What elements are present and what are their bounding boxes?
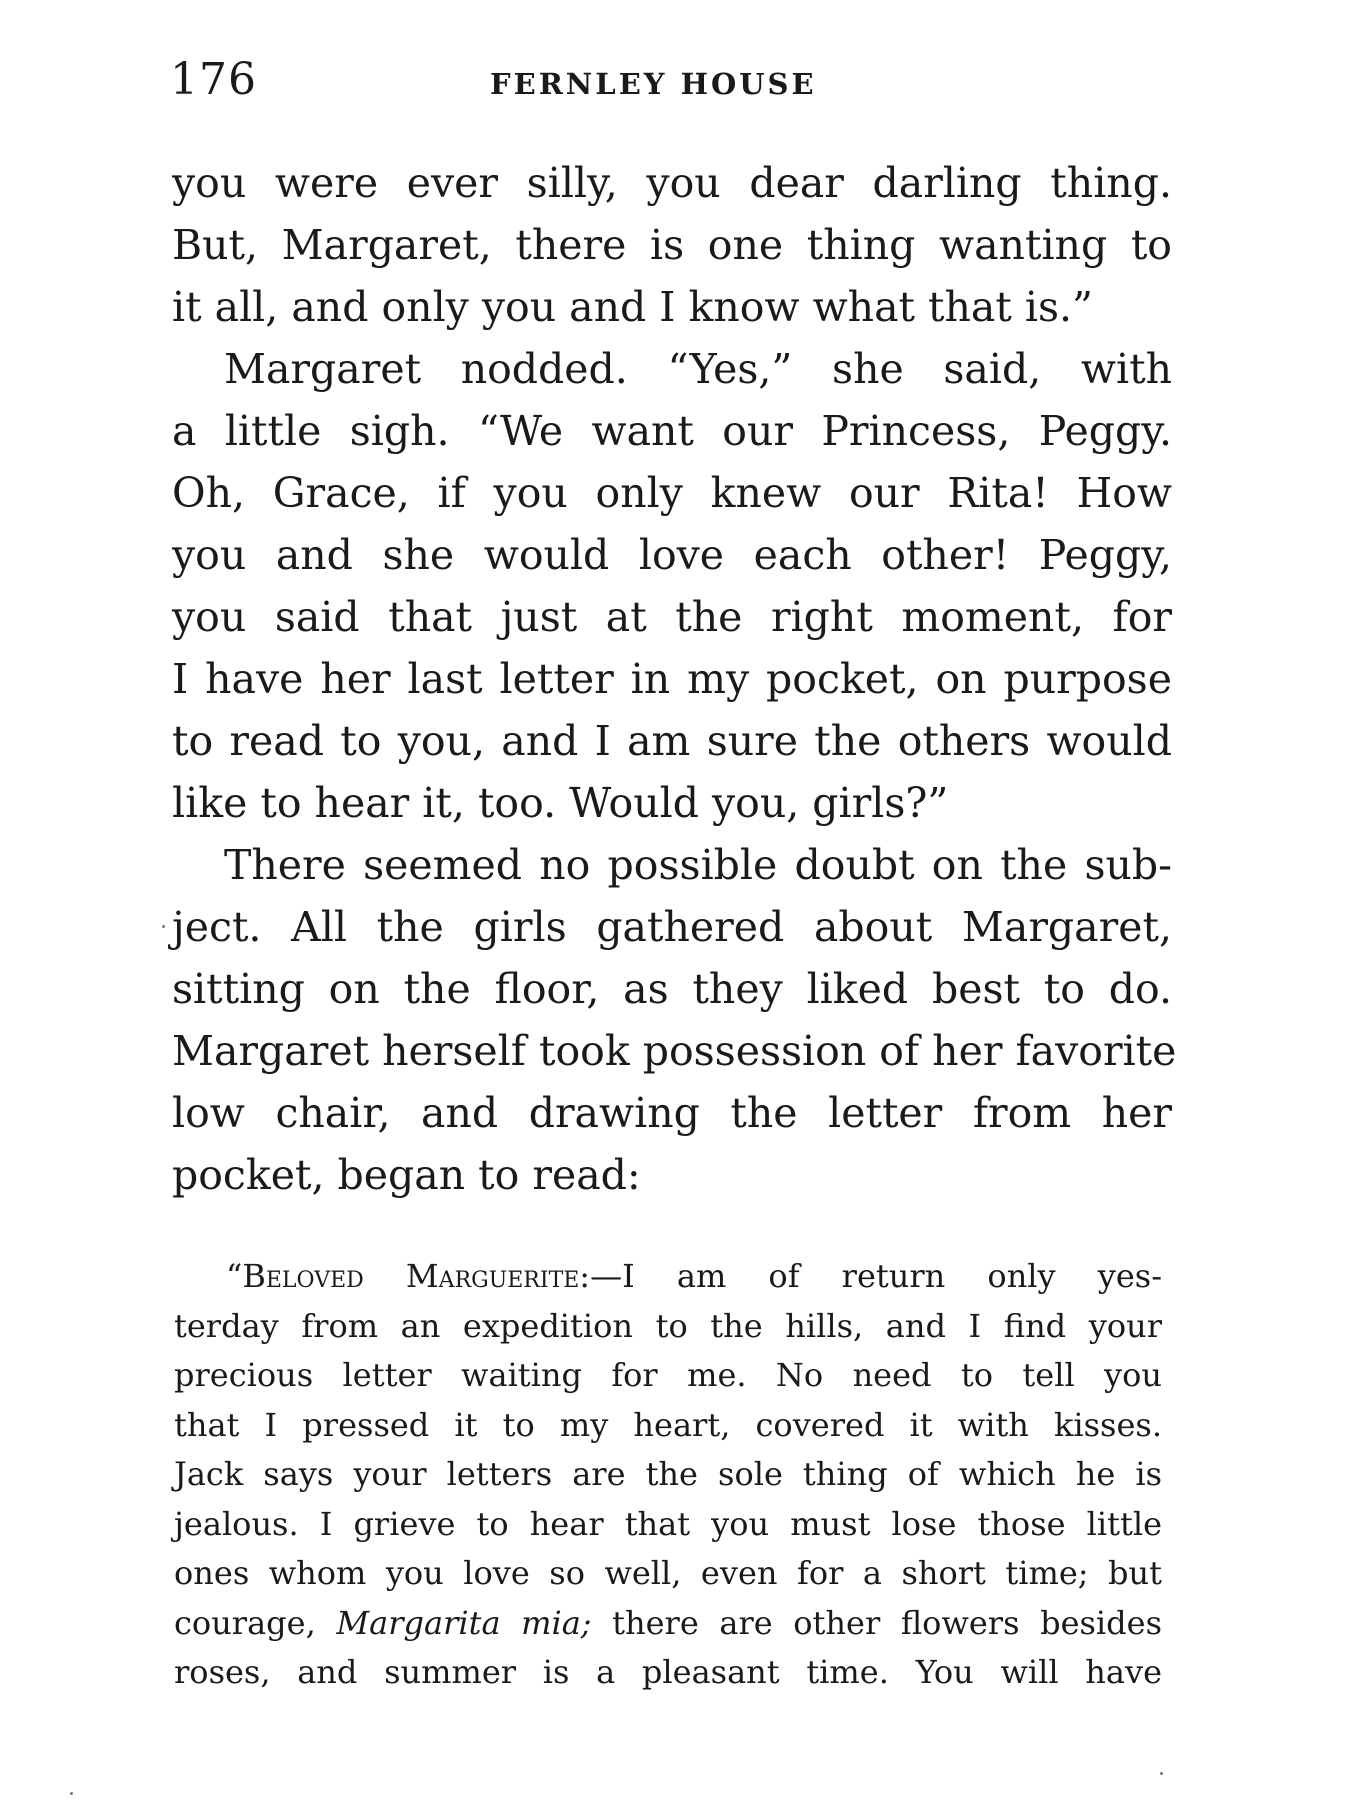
text-line: low chair, and drawing the letter from her <box>172 1089 1172 1137</box>
letter-salutation: “Beloved Marguerite: <box>226 1257 591 1295</box>
text-line: you were ever silly, you dear darling thing. <box>172 159 1172 207</box>
quoted-letter <box>174 1252 1162 1698</box>
running-title: FERNLEY HOUSE <box>490 67 817 101</box>
text-line: you and she would love each other! Peggy, <box>172 531 1172 579</box>
text-line: to read to you, and I am sure the others would <box>172 717 1172 765</box>
text-line: There seemed no possible doubt on the sub- <box>224 841 1172 889</box>
letter-line: precious letter waiting for me. No need to tell you <box>174 1356 1162 1394</box>
text-line: a little sigh. “We want our Princess, Peggy. <box>172 407 1172 455</box>
letter-line: roses, and summer is a pleasant time. You will have <box>174 1653 1162 1691</box>
text-line: it all, and only you and I know what that is.” <box>172 283 1094 331</box>
letter-line: jealous. I grieve to hear that you must lose those little <box>174 1504 1162 1543</box>
letter-line: ones whom you love so well, even for a short time; but <box>174 1554 1162 1592</box>
letter-line: that I pressed it to my heart, covered it with kisses. <box>174 1405 1162 1444</box>
letter-first-line <box>174 1252 1162 1302</box>
text-line: I have her last letter in my pocket, on purpose <box>172 655 1172 703</box>
letter-line: terday from an expedition to the hills, and I find your <box>174 1306 1162 1345</box>
letter-text-before: courage, <box>174 1603 337 1642</box>
text-line: pocket, began to read: <box>172 1151 641 1199</box>
text-line: Margaret nodded. “Yes,” she said, with <box>224 345 1172 393</box>
print-speck <box>1160 1772 1163 1775</box>
text-line: like to hear it, too. Would you, girls?” <box>172 779 949 827</box>
text-line: sitting on the floor, as they liked best to do. <box>172 965 1172 1013</box>
text-line: Margaret herself took possession of her favorite <box>172 1027 1177 1075</box>
print-speck <box>162 925 165 928</box>
letter-opening: —I am of return only yes- <box>590 1257 1163 1295</box>
text-line: ject. All the girls gathered about Margaret, <box>172 903 1172 951</box>
print-speck <box>70 1792 73 1795</box>
body-text <box>172 152 1177 1206</box>
letter-line-italic <box>174 1599 1162 1649</box>
text-line: Oh, Grace, if you only knew our Rita! How <box>172 469 1172 517</box>
letter-line: Jack says your letters are the sole thing of which he is <box>174 1455 1162 1493</box>
letter-text-after: there are other flowers besides <box>591 1603 1163 1642</box>
text-line: you said that just at the right moment, for <box>172 593 1172 641</box>
text-line: But, Margaret, there is one thing wanting to <box>172 221 1172 269</box>
italic-phrase: Margarita mia; <box>336 1603 592 1642</box>
page-number: 176 <box>170 54 257 105</box>
